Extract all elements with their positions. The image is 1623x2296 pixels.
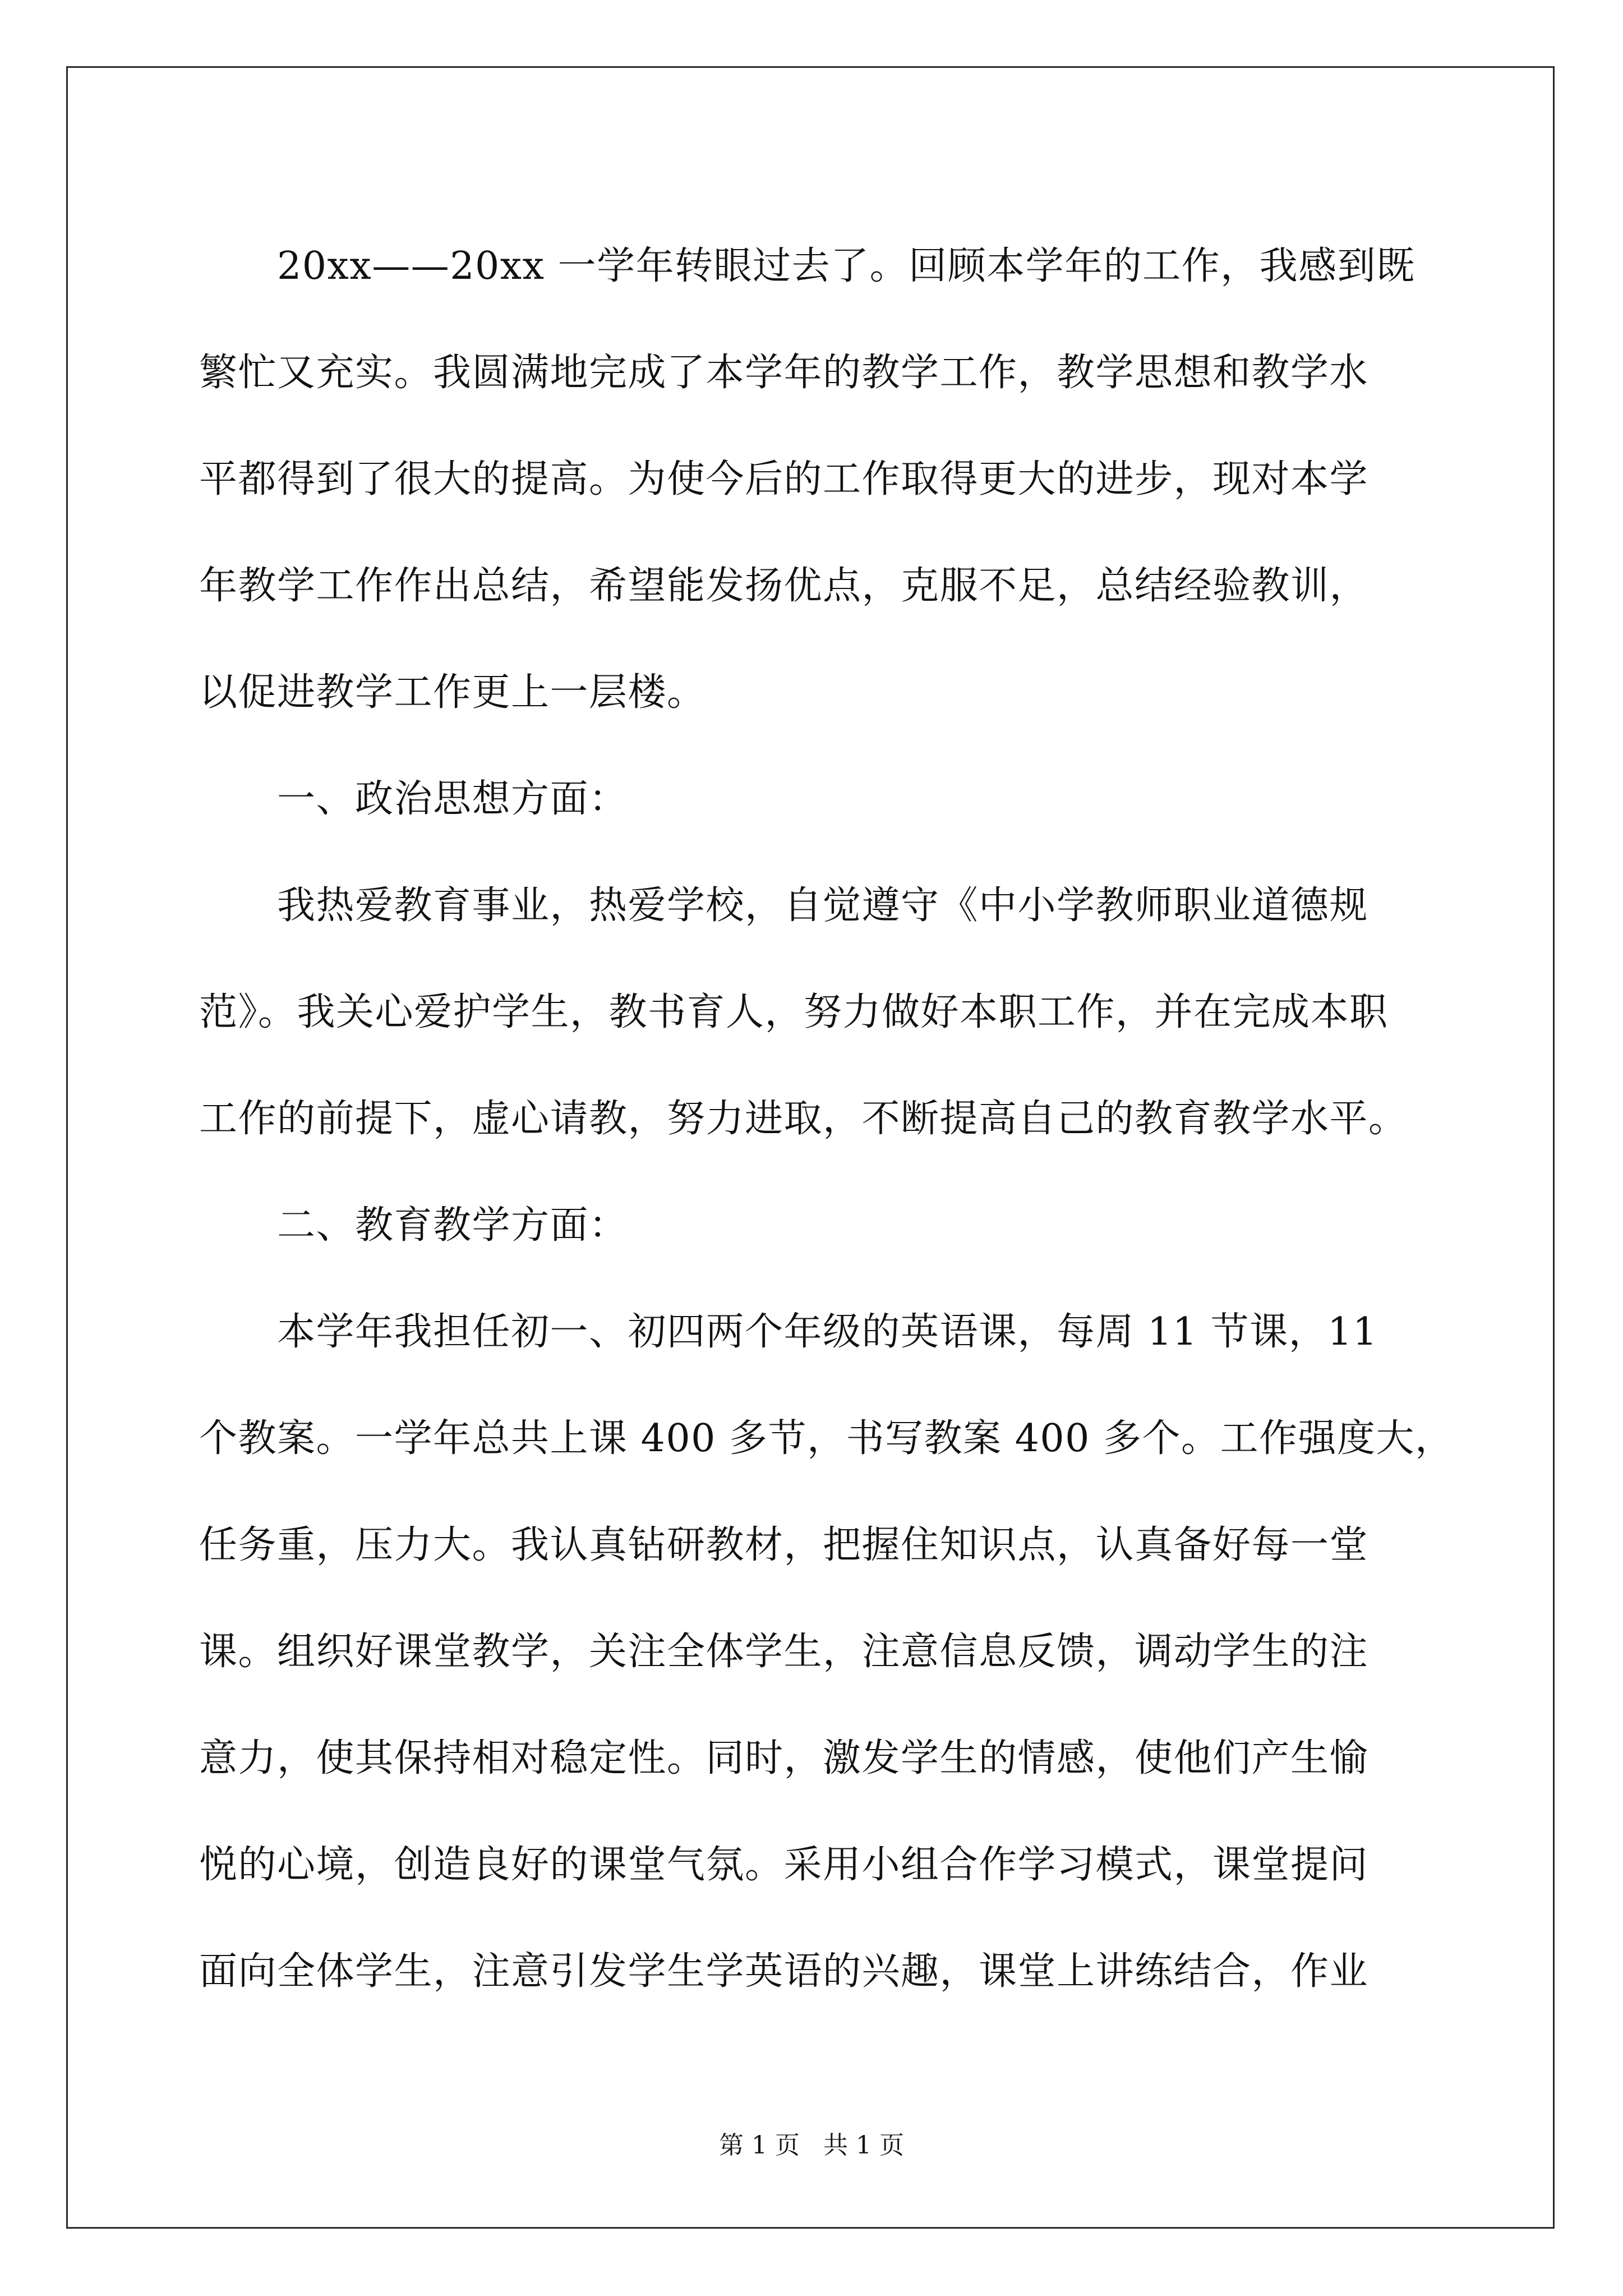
text-line: 年教学工作作出总结，希望能发扬优点，克服不足，总结经验教训， — [199, 564, 1369, 608]
text-line: 20xx——20xx 一学年转眼过去了。回顾本学年的工作，我感到既 — [199, 244, 1415, 288]
page-footer: 第 1 页 共 1 页 — [719, 2131, 904, 2160]
text-line: 悦的心境，创造良好的课堂气氛。采用小组合作学习模式，课堂提问 — [199, 1843, 1369, 1887]
text-line: 工作的前提下，虚心请教，努力进取，不断提高自己的教育教学水平。 — [199, 1097, 1408, 1141]
text-line: 面向全体学生，注意引发学生学英语的兴趣，课堂上讲练结合，作业 — [199, 1949, 1369, 1994]
text-line: 课。组织好课堂教学，关注全体学生，注意信息反馈，调动学生的注 — [199, 1630, 1369, 1674]
text-line: 范》。我关心爱护学生，教书育人，努力做好本职工作，并在完成本职 — [199, 990, 1389, 1034]
text-line: 任务重，压力大。我认真钻研教材，把握住知识点，认真备好每一堂 — [199, 1523, 1369, 1567]
text-line: 个教案。一学年总共上课 400 多节，书写教案 400 多个。工作强度大， — [199, 1416, 1454, 1461]
section-heading: 一、政治思想方面： — [199, 777, 628, 821]
text-line: 以促进教学工作更上一层楼。 — [199, 670, 706, 715]
document-body — [199, 213, 1454, 2025]
text-line: 繁忙又充实。我圆满地完成了本学年的教学工作，教学思想和教学水 — [199, 351, 1369, 395]
text-line: 意力，使其保持相对稳定性。同时，激发学生的情感，使他们产生愉 — [199, 1736, 1369, 1780]
text-line: 本学年我担任初一、初四两个年级的英语课，每周 11 节课，11 — [199, 1310, 1378, 1354]
section-heading: 二、教育教学方面： — [199, 1203, 628, 1248]
text-line: 平都得到了很大的提高。为使今后的工作取得更大的进步，现对本学 — [199, 457, 1369, 501]
text-line: 我热爱教育事业，热爱学校，自觉遵守《中小学教师职业道德规 — [199, 884, 1369, 928]
